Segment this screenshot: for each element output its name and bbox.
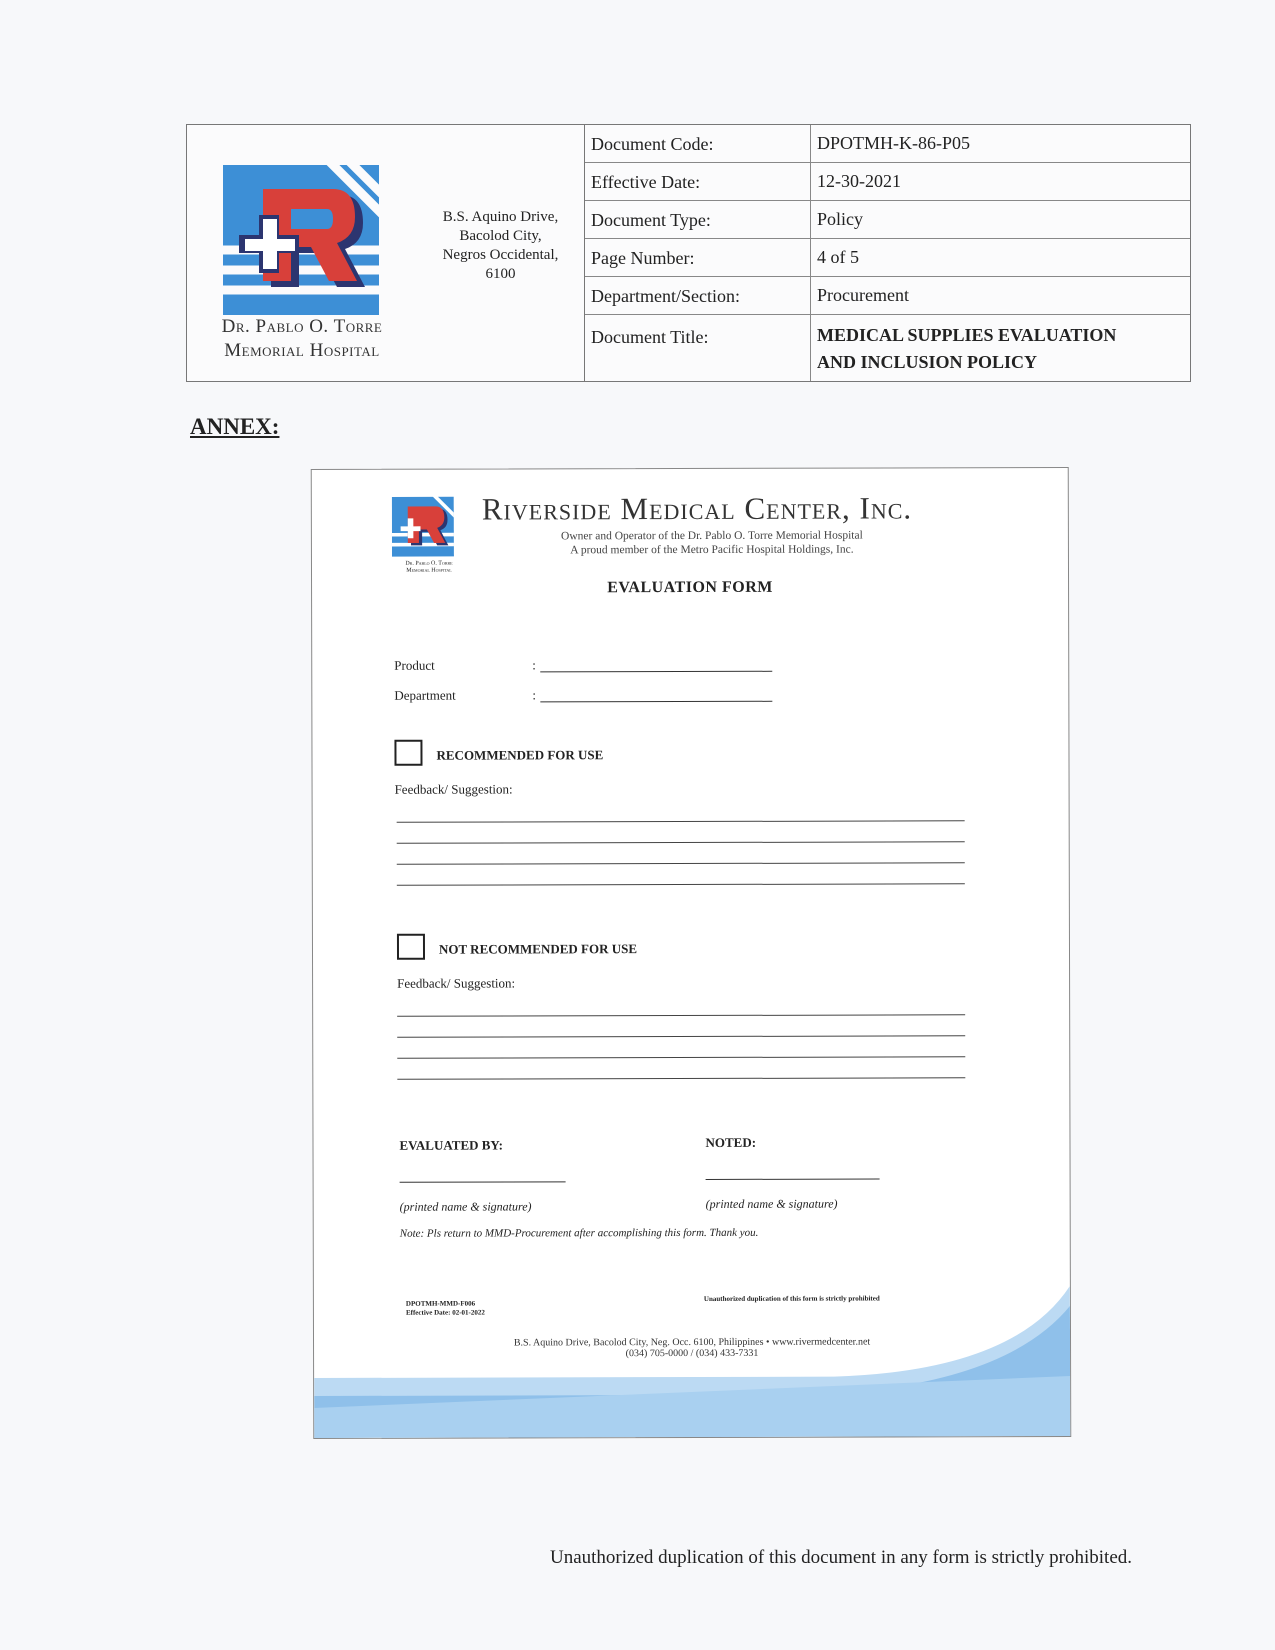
noted-caption: (printed name & signature) xyxy=(705,1196,838,1211)
effective-date-row xyxy=(585,163,1190,201)
product-label: Product xyxy=(394,657,435,673)
page-number-row xyxy=(585,239,1190,277)
doc-title-label: Document Title: xyxy=(585,315,811,381)
evaluated-by-signature-line[interactable] xyxy=(400,1181,566,1182)
feedback-line[interactable] xyxy=(397,1014,965,1016)
feedback-line[interactable] xyxy=(397,1077,965,1079)
recommended-checkbox[interactable] xyxy=(394,740,422,766)
hospital-name-line1: Dr. Pablo O. Torre xyxy=(221,316,383,337)
page-number-value: 4 of 5 xyxy=(817,247,859,267)
feedback-line[interactable] xyxy=(397,841,965,843)
doc-title-value xyxy=(811,315,1190,381)
hospital-logo xyxy=(223,165,379,315)
product-field[interactable] xyxy=(540,671,772,673)
hospital-name-line2: Memorial Hospital xyxy=(224,340,380,361)
doc-code-label: Document Code: xyxy=(585,125,811,162)
department-colon: : xyxy=(532,687,536,703)
department-field-label: Department xyxy=(394,687,456,703)
form-effective-date: Effective Date: 02-01-2022 xyxy=(405,1308,485,1317)
org-subtitle-line2: A proud member of the Metro Pacific Hospital Holdings, Inc. xyxy=(570,543,854,557)
hospital-name xyxy=(187,315,417,363)
doc-code-row xyxy=(585,125,1190,163)
form-footer-address xyxy=(314,1336,1070,1360)
recommended-label: RECOMMENDED FOR USE xyxy=(436,747,604,763)
doc-type-value: Policy xyxy=(817,209,864,229)
evaluated-by-label: EVALUATED BY: xyxy=(399,1137,503,1153)
org-subtitle-line1: Owner and Operator of the Dr. Pablo O. Torre Memorial Hospital xyxy=(561,529,863,543)
form-logo-caption xyxy=(382,561,476,575)
annex-heading: ANNEX: xyxy=(190,414,280,439)
feedback-label-1: Feedback/ Suggestion: xyxy=(394,781,513,797)
page-number-label: Page Number: xyxy=(585,239,811,276)
address-line: Bacolod City, xyxy=(459,228,542,244)
form-logo-caption-line2: Memorial Hospital xyxy=(406,567,452,574)
doc-code-value: DPOTMH-K-86-P05 xyxy=(817,133,970,153)
not-recommended-checkbox[interactable] xyxy=(397,934,425,960)
noted-label: NOTED: xyxy=(705,1134,757,1150)
department-label: Department/Section: xyxy=(585,277,811,314)
form-title: EVALUATION FORM xyxy=(607,578,773,597)
doc-title-line1: MEDICAL SUPPLIES EVALUATION xyxy=(817,325,1117,345)
document-info-table xyxy=(584,125,1190,381)
feedback-line[interactable] xyxy=(397,1056,965,1058)
duplication-notice: Unauthorized duplication of this document in any form is strictly prohibited. xyxy=(550,1547,1133,1568)
doc-type-label: Document Type: xyxy=(585,201,811,238)
feedback-line[interactable] xyxy=(397,862,965,864)
feedback-line[interactable] xyxy=(397,1035,965,1037)
noted-signature-line[interactable] xyxy=(706,1179,880,1180)
effective-date-label: Effective Date: xyxy=(585,163,811,200)
org-name: Riverside Medical Center, Inc. xyxy=(481,490,913,527)
department-field[interactable] xyxy=(540,701,772,703)
form-logo-caption-line1: Dr. Pablo O. Torre xyxy=(405,560,453,567)
form-logo xyxy=(392,496,454,558)
hospital-address xyxy=(417,125,584,381)
department-row xyxy=(585,277,1190,315)
address-line: 6100 xyxy=(485,266,516,282)
footer-line1: B.S. Aquino Drive, Bacolod City, Neg. Occ. 6100, Philippines • www.rivermedcenter.net xyxy=(513,1336,871,1349)
department-value: Procurement xyxy=(817,285,909,305)
doc-title-row xyxy=(585,315,1190,381)
form-code: DPOTMH-MMD-F006 xyxy=(405,1299,476,1308)
org-subtitle xyxy=(512,528,912,557)
not-recommended-label: NOT RECOMMENDED FOR USE xyxy=(438,941,638,957)
evaluated-by-caption: (printed name & signature) xyxy=(399,1199,532,1214)
address-line: B.S. Aquino Drive, xyxy=(442,209,559,225)
product-colon: : xyxy=(532,657,536,673)
feedback-line[interactable] xyxy=(397,883,965,885)
evaluation-form-image xyxy=(311,467,1072,1439)
form-dup-notice: Unauthorized duplication of this form is strictly prohibited xyxy=(703,1294,880,1303)
feedback-label-2: Feedback/ Suggestion: xyxy=(397,975,516,991)
document-header xyxy=(186,124,1191,382)
hospital-logo-cell xyxy=(187,125,417,381)
address-line: Negros Occidental, xyxy=(442,247,559,263)
doc-title-line2: AND INCLUSION POLICY xyxy=(817,352,1038,372)
footer-line2: (034) 705-0000 / (034) 433-7331 xyxy=(625,1347,759,1360)
doc-type-row xyxy=(585,201,1190,239)
feedback-line[interactable] xyxy=(397,820,965,822)
effective-date-value: 12-30-2021 xyxy=(817,171,901,191)
return-note: Note: Pls return to MMD-Procurement after accomplishing this form. Thank you. xyxy=(399,1226,759,1240)
